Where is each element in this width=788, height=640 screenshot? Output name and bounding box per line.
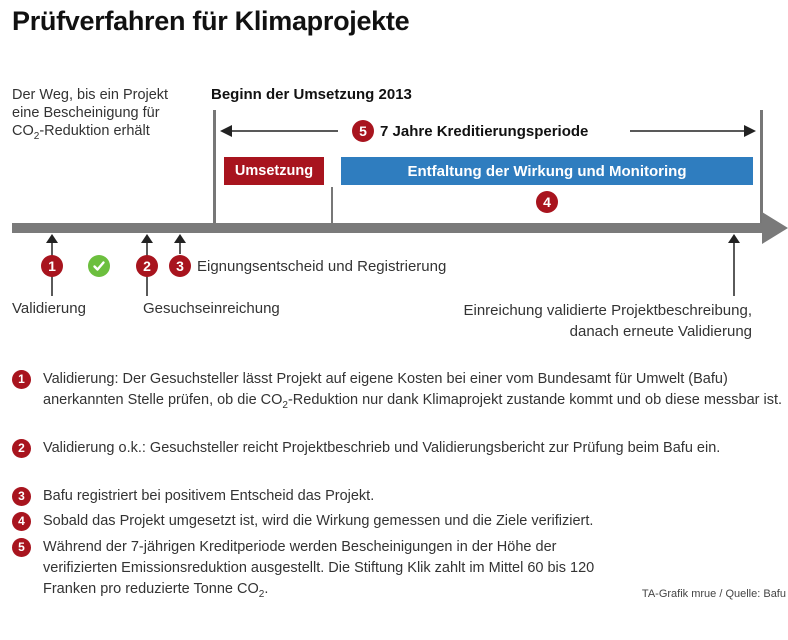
step2-marker-arrow	[141, 234, 153, 243]
legend-text-5-main: Während der 7-jährigen Kreditperiode werden Bescheinigungen in der Höhe der verifizierten Emissionsreduktion ausgestellt. Die Stiftung Klik zahlt im Mittel 60 bis 120 Franken pro reduzierte Tonne CO	[43, 539, 595, 597]
phase-monitoring-badge: 4	[536, 191, 558, 213]
legend-text-3: Bafu registriert bei positivem Entscheid das Projekt.	[43, 488, 375, 504]
period-text: 7 Jahre Kreditierungsperiode	[380, 122, 589, 140]
step2-badge: 2	[136, 255, 158, 277]
step1-label: Validierung	[12, 300, 86, 317]
phase-umsetzung: Umsetzung	[224, 157, 324, 185]
source-credit: TA-Grafik mrue / Quelle: Bafu	[641, 588, 786, 600]
final-marker-arrow	[728, 234, 740, 243]
legend-badge-2: 2	[12, 439, 31, 458]
phase-monitoring-badge-wrap	[536, 191, 558, 213]
step2-badge-wrap	[136, 255, 158, 277]
step1-badge: 1	[41, 255, 63, 277]
legend-badge-3: 3	[12, 487, 31, 506]
check-icon-glyph	[92, 259, 106, 273]
legend-text-1	[43, 369, 784, 416]
intro-reduction-text: -Reduktion erhält	[39, 123, 150, 139]
final-label-line-2: danach erneute Validierung	[569, 323, 752, 340]
legend-text-5-post: .	[264, 581, 269, 597]
final-label	[463, 300, 752, 342]
legend-badge-1: 1	[12, 370, 31, 389]
period-label	[352, 120, 588, 142]
legend-text-1-post: -Reduktion nur dank Klimaprojekt zustande kommt und ob diese messbar ist.	[287, 392, 783, 408]
period-right-arrowhead	[744, 125, 756, 137]
step1-badge-wrap	[41, 255, 63, 277]
step3-label: Eignungsentscheid und Registrierung	[197, 257, 447, 275]
intro-line-3	[12, 122, 168, 146]
final-label-line-1: Einreichung validierte Projektbeschreibung,	[463, 302, 752, 319]
legend-item-1	[12, 369, 784, 416]
page-title: Prüfverfahren für Klimaprojekte	[12, 6, 410, 36]
legend-text-5-sub: 2	[258, 588, 265, 600]
period-badge: 5	[352, 120, 374, 142]
legend-item-3	[12, 486, 784, 507]
step3-marker-arrow	[174, 234, 186, 243]
period-left-arrowhead	[220, 125, 232, 137]
intro-co-text: CO	[12, 123, 34, 139]
legend-text-2: Validierung o.k.: Gesuchsteller reicht Projektbeschrieb und Validierungsbericht zur Prüfung beim Bafu ein.	[43, 440, 721, 456]
legend-badge-4: 4	[12, 512, 31, 531]
intro-text	[12, 86, 168, 146]
step2-label: Gesuchseinreichung	[143, 300, 280, 317]
legend-text-1-main: Validierung: Der Gesuchsteller lässt Projekt auf eigene Kosten bei einer vom Bundesamt für Umwelt (Bafu) anerkannten Stelle prüfen, ob die CO	[43, 371, 728, 408]
legend-text-4: Sobald das Projekt umgesetzt ist, wird die Wirkung gemessen und die Ziele verifiziert.	[43, 513, 594, 529]
legend-item-2	[12, 438, 784, 459]
legend-item-4	[12, 511, 784, 532]
end-boundary-line	[760, 110, 763, 223]
legend-text-1-sub: 2	[282, 399, 288, 411]
intro-line-1: Der Weg, bis ein Projekt	[12, 87, 169, 103]
phase-monitoring: Entfaltung der Wirkung und Monitoring	[341, 157, 753, 185]
step3-label-group	[169, 255, 446, 277]
step1-marker-arrow	[46, 234, 58, 243]
step3-badge: 3	[169, 255, 191, 277]
check-icon	[88, 255, 110, 277]
start-label: Beginn der Umsetzung 2013	[211, 86, 412, 103]
intro-co-subscript: 2	[33, 130, 40, 142]
legend-badge-5: 5	[12, 538, 31, 557]
check-icon-wrap	[88, 255, 110, 278]
intro-line-2: eine Bescheinigung für	[12, 105, 160, 121]
start-boundary-line	[213, 110, 216, 223]
